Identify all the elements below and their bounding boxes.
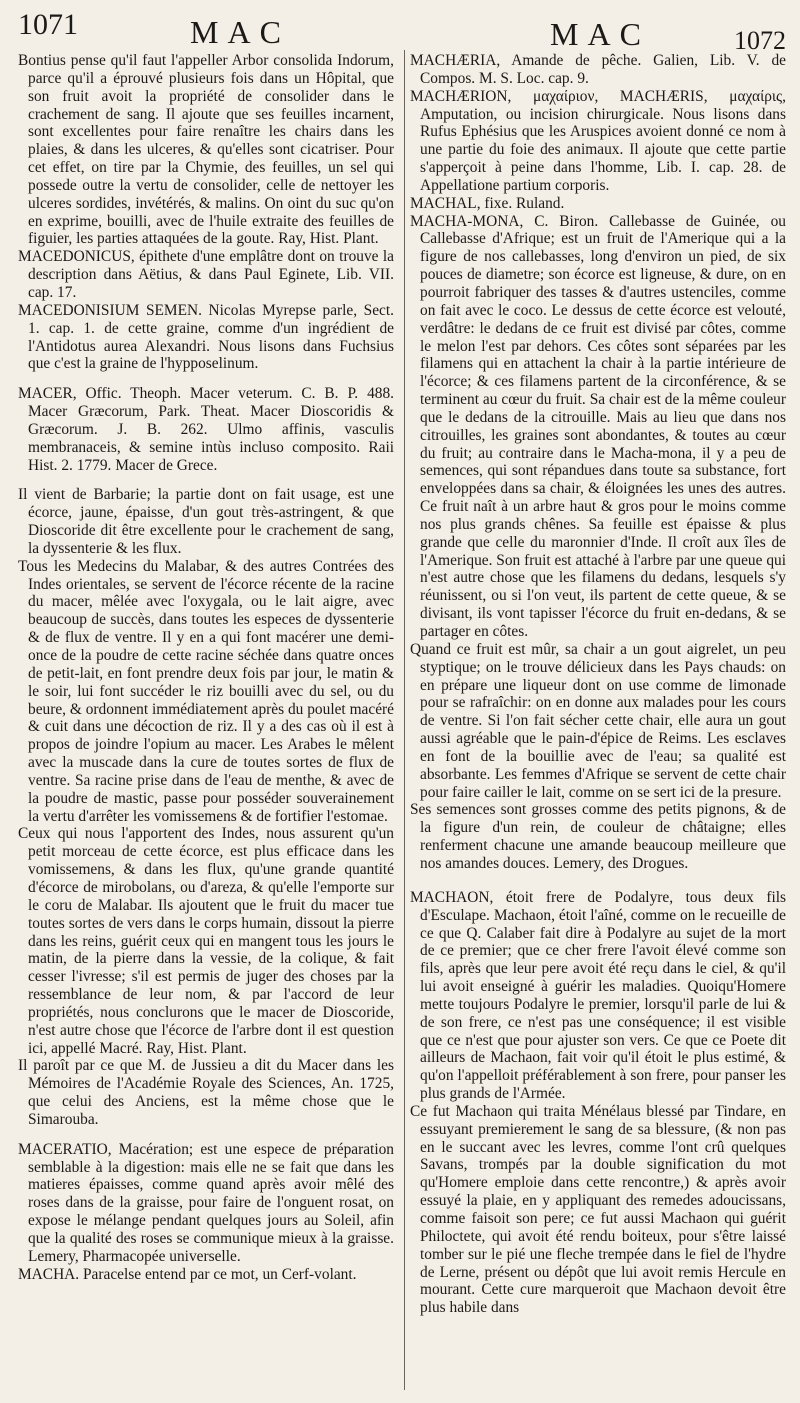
running-headword-right: MAC bbox=[550, 16, 650, 52]
entry-machaeria: MACHÆRIA, Amande de pêche. Galien, Lib. V. de Compos. M. S. Loc. cap. 9. bbox=[410, 52, 786, 87]
entry-paragraph: Il paroît par ce que M. de Jussieu a dit du Macer dans les Mémoires de l'Académie Royale des Sciences, An. 1725, que celui des Anciens, est la même chose que le Simarouba. bbox=[18, 1057, 394, 1128]
page-number-left: 1071 bbox=[18, 8, 78, 41]
entry-macedonisium-semen: MACEDONISIUM SEMEN. Nicolas Myrepse parle, Sect. 1. cap. 1. de cette graine, comme d'un ingrédient de l'Antidotus aurea Alexandri. Nous lisons dans Fuchsius que c'est la graine de l'hypposelinum. bbox=[18, 301, 394, 373]
entry-paragraph: Ses semences sont grosses comme des petits pignons, & de la figure d'un rein, de couleur de châtaigne; elles renferment chacune une amande beaucoup meilleure que nos amandes douces. Lemery, des Drogues. bbox=[410, 801, 786, 872]
left-column bbox=[18, 52, 394, 1284]
entry-macha-mona: MACHA-MONA, C. Biron. Callebasse de Guinée, ou Callebasse d'Afrique; est un fruit de l'Amerique qui a la figure de nos callebasses, long d'environ un pied, de six pouces de diametre; son écorce est ligneuse, & dure, on en pourroit fabriquer des tasses & d'autres ustenciles, comme on fait avec le coco. Le dessus de cette écorce est velouté, verdâtre: le dedans de ce fruit est divisé par côtes, comme le melon l'est par dehors. Ces côtes sont séparées par les filamens qui en attachent la chair à la partie intérieure de l'écorce; & ces filamens partent de la circonférence, & se terminent au cœur du fruit. Sa chair est de la même couleur que le dedans de la citrouille. Mais au lieu que dans nos citrouilles, les graines sont abondantes, & toutes au cœur du fruit; au contraire dans le Macha-mona, il y a peu de semences, qui sont répandues dans toute sa substance, fort enveloppées dans sa chair, & éloignées les unes des autres. Ce fruit naît à un arbre haut & gros pour le moins comme nos plus grands chênes. Sa feuille est épaisse & plus grande que celle du maronnier d'Inde. Il croît aux îles de l'Amerique. Son fruit est attaché à l'arbre par une queue qui n'est autre chose que les filamens du dedans, lesquels s'y réunissent, ou si l'on veut, ils partent de cette queue, & se divisant, ils vont tapisser l'écorce du fruit en-dedans, & se partager en côtes. bbox=[410, 212, 786, 640]
entry-macha: MACHA. Paracelse entend par ce mot, un Cerf-volant. bbox=[18, 1265, 357, 1283]
entry-paragraph: Ce fut Machaon qui traita Ménélaus blessé par Tindare, en essuyant premierement le sang de sa blessure, (& non pas en le succant avec les levres, comme l'ont crû quelques Savans, trompés par la double signification du mot qu'Homere emploie dans cette rencontre,) & après avoir essuyé la plaie, en y appliquant des remedes adoucissans, comme faisoit son pere; ce fut aussi Machaon qui guérit Philoctete, qui avoit été rendu boiteux, pour s'être laissé tomber sur le pié une fleche trempée dans le fiel de l'hydre de Lerne, présent ou dépôt que lui avoit remis Hercule en mourant. Cette cure marqueroit que Machaon devoit être plus habile dans bbox=[410, 1102, 786, 1317]
running-headword-left: MAC bbox=[190, 14, 290, 50]
entry-paragraph: Bontius pense qu'il faut l'appeller Arbor consolida Indorum, parce qu'il a éprouvé plusieurs fois dans un Hôpital, que son fruit avoit la propriété de consolider dans le crachement de sang. Il ajoute que ses feuilles incarnent, sont excellentes pour faire renaître les chairs dans les plaies, & dans les ulceres, & qu'elles sont cicatriser. Pour cet effet, on tire par la Chymie, des feuilles, un sel qui possede outre la vertu de consolider, celle de nettoyer les ulceres sordides, invétérés, & malins. On oint du suc qu'on en exprime, bouilli, avec de l'huile extraite des feuilles de figuier, les parties attaquées de la goute. Ray, Hist. Plant. bbox=[18, 52, 394, 248]
entry-paragraph: Ceux qui nous l'apportent des Indes, nous assurent qu'un petit morceau de cette écorce, est plus efficace dans les vomissemens, & dans les flux, qu'une grande quantité d'écorce de mirobolans, ou d'areza, & qu'elle l'emporte sur le coru de Malabar. Ils ajoutent que le fruit du macer tue toutes sortes de vers dans le corps humain, dissout la pierre dans les reins, guérit ceux qui en mangent tous les jours le matin, de la pierre dans la vessie, de la colique, & fait cesser l'ivresse; s'il est permis de juger des choses par la ressemblance de leur nom, & par l'accord de leur propriétés, nous conclurons que le macer de Dioscoride, n'est autre chose que l'écorce de l'arbre dont il est question ici, appellé Macré. Ray, Hist. Plant. bbox=[18, 825, 394, 1057]
entry-macedonicus: MACEDONICUS, épithete d'une emplâtre dont on trouve la description dans Aëtius, & dans Paul Eginete, Lib. VII. cap. 17. bbox=[18, 248, 394, 301]
entry-machaon: MACHAON, étoit frere de Podalyre, tous deux fils d'Esculape. Machaon, étoit l'aîné, comme on le recueille de ce que Q. Calaber fait dire à Podalyre au sujet de la mort de ce premier; que ce cher frere l'avoit élevé comme son fils, après que leur pere avoit été reçu dans le ciel, & qu'il lui avoit enseigné à guérir les maladies. Quoiqu'Homere mette toujours Podalyre le premier, lorsqu'il parle de lui & de son frere, ce n'est pas une conséquence; il est visible que ce n'est que pour ajuster son vers. Ce que ce Poete dit ailleurs de Machaon, fait voir qu'il étoit le plus estimé, & qu'on l'appelloit préférablement à son frere, pour panser les plus grands de l'Armée. bbox=[410, 888, 786, 1103]
entry-maceratio: MACERATIO, Macération; est une espece de préparation semblable à la digestion: mais elle ne se fait que dans les matieres épaisses, comme quand après avoir mêlé des roses dans de la graisse, pour faire de l'onguent rosat, on expose le mélange pendant quelques jours au Soleil, afin que la qualité des roses se communique mieux à la graisse. Lemery, Pharmacopée universelle. bbox=[18, 1140, 394, 1265]
entry-machaerion: MACHÆRION, μαχαίριον, MACHÆRIS, μαχαίρις, Amputation, ou incision chirurgicale. Nous lisons dans Rufus Ephésius que les Aruspices avoient donné ce nom à une partie du foie des animaux. Il ajoute que cette partie s'apperçoit à peine dans l'homme, Lib. I. cap. 28. de Appellatione partium corporis. bbox=[410, 87, 786, 194]
entry-macer: MACER, Offic. Theoph. Macer veterum. C. B. P. 488. Macer Græcorum, Park. Theat. Macer Dioscoridis & Græcorum. J. B. 262. Ulmo affinis, vasculis membranaceis, & semine intùs incluso composito. Raii Hist. 2. 1779. Macer de Grece. bbox=[18, 385, 394, 474]
entry-paragraph: Quand ce fruit est mûr, sa chair a un gout aigrelet, un peu styptique; on le trouve délicieux dans les Pays chauds: on en prépare une liqueur dont on use comme de limonade pour se rafraîchir: on en donne aux malades pour les cours de ventre. Si l'on fait sécher cette chair, elle aura un gout aussi agréable que le pain-d'épice de Reims. Les esclaves en font de la bouillie avec de l'eau; sa qualité est absorbante. Les femmes d'Afrique se servent de cette chair pour faire cailler le lait, comme on se sert ici de la presure. bbox=[410, 640, 786, 801]
entry-paragraph: Il vient de Barbarie; la partie dont on fait usage, est une écorce, jaune, épaisse, d'un gout très-astringent, & que Dioscoride dit être excellente pour le crachement de sang, la dyssenterie & les flux. bbox=[18, 486, 394, 557]
column-divider bbox=[404, 50, 405, 1390]
page-number-right: 1072 bbox=[734, 26, 786, 55]
page-header bbox=[18, 8, 786, 54]
entry-paragraph: Tous les Medecins du Malabar, & des autres Contrées des Indes orientales, se servent de l'écorce récente de la racine du macer, mêlée avec l'oxygala, ou le lait aigre, avec beaucoup de succès, dans toutes les especes de dyssenterie & de flux de ventre. Il y en a qui font macérer une demi-once de la poudre de cette racine séchée dans quatre onces de petit-lait, en font prendre deux fois par jour, le matin & le soir, lui font succéder le riz bouilli avec du sel, ou du beure, & ordonnent immédiatement après du poulet macéré & cuit dans une décoction de riz. Il y a des cas où il est à propos de joindre l'opium au macer. Les Arabes le mêlent avec la muscade dans la cure de toutes sortes de flux de ventre. Sa racine prise dans de l'eau de menthe, & avec de la poudre de mastic, passe pour posséder souverainement la vertu d'arrêter les vomissemens & de fortifier l'estomae. bbox=[18, 557, 394, 825]
entry-machal: MACHAL, fixe. Ruland. bbox=[410, 194, 565, 212]
right-column bbox=[410, 52, 786, 1317]
